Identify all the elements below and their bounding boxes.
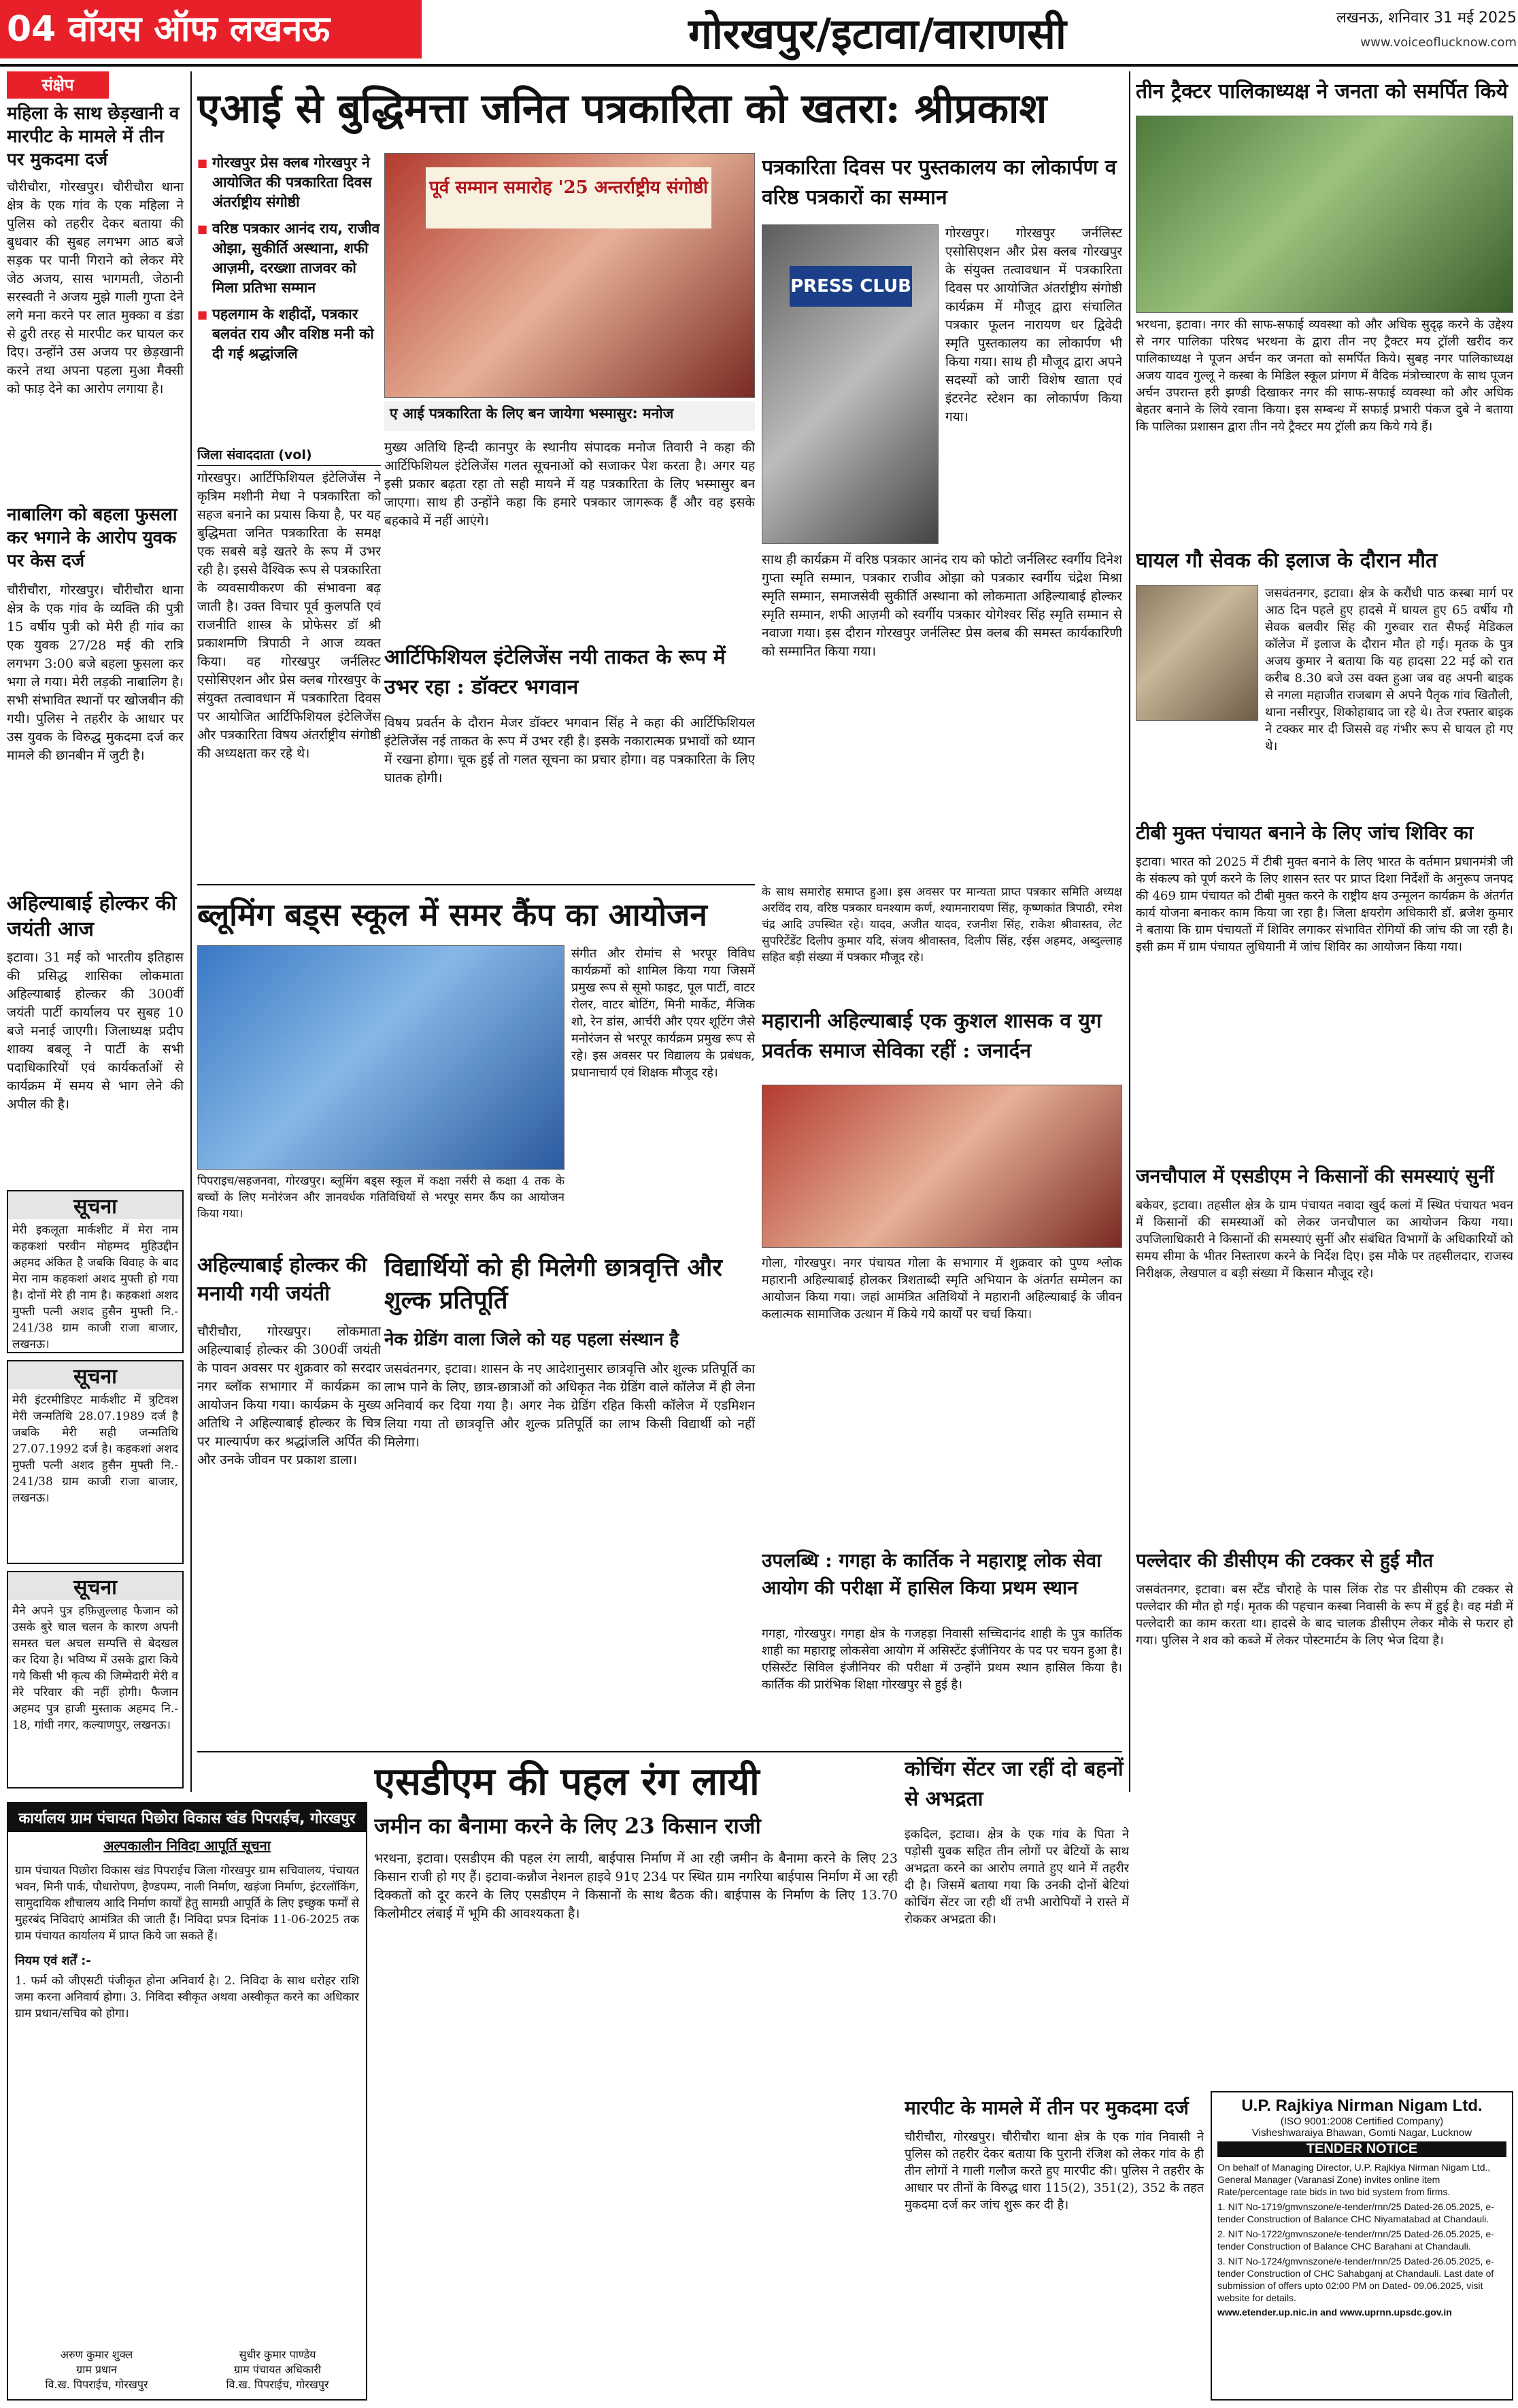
gram-notice-signature1: [15, 2347, 178, 2392]
signatory-name: सुधीर कुमार पाण्डेय: [239, 2348, 316, 2361]
marpit-body: चौरीचौरा, गोरखपुर। चौरीचौरा थाना क्षेत्र के एक गांव निवासी ने पुलिस को तहरीर देकर बताया कि पुरानी रंजिश को लेकर गांव के ही तीन लोगों ने गाली गलौज करते हुए मारपीट की। पुलिस ने तहरीर के आधार पर तीनों के विरुद्ध धारा 115(2), 351(2), 352 के तहत मुकदमा दर्ज कर जांच शुरू कर दी है।: [905, 2130, 1204, 2212]
palledar-body: जसवंतनगर, इटावा। बस स्टैंड चौराहे के पास लिंक रोड पर डीसीएम की टक्कर से पल्लेदार की मौत हो गई। मृतक की पहचान कस्बा निवासी के रूप में हुई है। वह मंडी में पल्लेदारी का काम करता था। हादसे के बाद चालक डीसीएम लेकर मौके से फरार हो गया। पुलिस ने शव को कब्जे में लेकर पोस्टमार्टम के लिए भेज दिया है।: [1136, 1582, 1513, 1648]
mid-names: के साथ समारोह समाप्त हुआ। इस अवसर पर मान्यता प्राप्त पत्रकार समिति अध्यक्ष अरविंद राय, वरिष्ठ पत्रकार घनश्याम कर्ण, श्यामनारायण सिंह, कृष्णकांत त्रिपाठी, रमेश चंद्र आदि उपस्थित रहे। यादव, अजीत यादव, रजनीश सिंह, राकेश श्रीवास्तव, लेट सुपरिटेंडेंट दिलीप कुमार यदि, संजय श्रीवास्तव, दिलीप सिंह, रईस अहमद, अब्दुल्लाह सहित बड़ी संख्या में पत्रकार मौजूद रहे।: [762, 885, 1122, 964]
seminar-photo: [384, 153, 755, 398]
victim-photo: [1136, 585, 1258, 721]
tractor-headline[interactable]: तीन ट्रैक्टर पालिकाध्यक्ष ने जनता को समर्पित किये: [1136, 80, 1508, 103]
notice2-body: मेरी इंटरमीडिएट मार्कशीट में त्रुटिवश मेरी जन्मतिथि 28.07.1989 दर्ज है जबकि मेरी सही जन्मतिथि 27.07.1992 दर्ज है। कहकशां अशद मुफ्ती पत्नी अशद हुसैन मुफ्ती नि.- 241/38 ग्राम काजी राजा बाजार, लखनऊ।: [12, 1393, 178, 1505]
gram-notice-signature2: [196, 2347, 359, 2392]
tender-item: 2. NIT No-1722/gmvnszone/e-tender/rnn/25 Dated-26.05.2025, e-tender Construction of Balance CHC Barahani at Chandauli.: [1217, 2228, 1494, 2252]
library-headline[interactable]: पत्रकारिता दिवस पर पुस्तकालय का लोकार्पण व वरिष्ठ पत्रकारों का सम्मान: [762, 156, 1117, 209]
ahilya-story-body: गोला, गोरखपुर। नगर पंचायत गोला के सभागार में शुक्रवार को पुण्य श्लोक महारानी अहिल्याबाई होलकर त्रिशताब्दी स्मृति अभियान के अंतर्गत सम्मेलन का आयोजन किया गया। जहां आमंत्रित अतिथियों ने महारानी अहिल्याबाई के जीवन कलात्मक सामाजिक उत्थान में किये गये कार्यों पर चर्चा किया।: [762, 1256, 1122, 1321]
coaching-body: इकदिल, इटावा। क्षेत्र के एक गांव के पिता ने पड़ोसी युवक सहित तीन लोगों पर बेटियों के साथ अभद्रता करने का आरोप लगाते हुए थाने में तहरीर दी है। जिसमें बताया गया कि उनकी दोनों बेटियां कोचिंग सेंटर जा रही थीं तभी आरोपियों ने रास्ते में रोककर अभद्रता की।: [905, 1827, 1129, 1927]
notice3-body: मैने अपने पुत्र हफ़िज़ुल्लाह फैजान को उसके बुरे चाल चलन के कारण अपनी समस्त चल अचल सम्पत्ति से बेदखल कर दिया है। भविष्य में उसके द्वारा किये गये किसी भी कृत्य की जिम्मेदारी मेरी व मेरे परिवार की नहीं होगी। फैजान अहमद पुत्र हाजी मुस्ताक अहमद नि.- 18, गांधी नगर, कल्याणपुर, लखनऊ।: [12, 1604, 178, 1732]
website-link[interactable]: www.voiceoflucknow.com: [1360, 35, 1517, 50]
scholarship-headline[interactable]: विद्यार्थियों को ही मिलेगी छात्रवृत्ति और शुल्क प्रतिपूर्ति: [384, 1253, 723, 1315]
signatory-role: ग्राम पंचायत अधिकारी: [233, 2363, 322, 2376]
camp-caption: पिपराइच/सहजनवा, गोरखपुर। ब्लूमिंग बड्स स्कूल में कक्षा नर्सरी से कक्षा 4 तक के बच्चों के लिए मनोरंजन और ज्ञानवर्धक गतिविधियों से भरपूर समर कैंप का आयोजन किया गया।: [197, 1174, 564, 1221]
bullet-item: ■ पहलगाम के शहीदों, पत्रकार बलवंत राय और वशिष्ठ मनी को दी गई श्रद्धांजलि: [197, 305, 381, 364]
library-body2: साथ ही कार्यक्रम में वरिष्ठ पत्रकार आनंद राय को फोटो जर्नलिस्ट स्वर्गीय दिनेश गुप्ता स्मृति सम्मान, पत्रकार राजीव ओझा को पत्रकार स्वर्गीय चंद्रेश मिश्रा स्मृति सम्मान, समाजसेवी सुकीर्ति अस्थाना को लोकमाता अहिल्याबाई होल्कर स्मृति सम्मान, शफी आज़मी को स्वर्गीय पत्रकार योगेश्वर सिंह स्मृति सम्मान से नवाजा गया। इस दौरान गोरखपुर जर्नलिस्ट प्रेस क्लब की समस्त कार्यकारिणी को सम्मानित किया गया।: [762, 552, 1122, 659]
notice1-box: [7, 1190, 184, 1353]
palledar-headline[interactable]: पल्लेदार की डीसीएम की टक्कर से हुई मौत: [1136, 1549, 1434, 1572]
tender-item: 1. NIT No-1719/gmvnszone/e-tender/rnn/25 Dated-26.05.2025, e-tender Construction of Balance CHC Niyamatabad at Chandauli.: [1217, 2201, 1494, 2224]
gram-notice-terms: 1. फर्म को जीएसटी पंजीकृत होना अनिवार्य है। 2. निविदा के साथ धरोहर राशि जमा करना अनिवार्य होगा। 3. निविदा स्वीकृत अथवा अस्वीकृत करने का अधिकार ग्राम प्रधान/सचिव को होगा।: [15, 1974, 359, 2020]
left-story2-body: चौरीचौरा, गोरखपुर। चौरीचौरा थाना क्षेत्र के एक गांव के व्यक्ति की पुत्री 15 वर्षीय पुत्री को मेरी ही गांव का एक युवक 27/28 मई की रात्रि लगभग 3:00 बजे बहला फुसला कर भगा ले गया। मेरी लड़की नाबालिग है। सभी संभावित स्थानों पर खोजबीन की गयी। पुलिस ने तहरीर के आधार पर उस युवक के विरुद्ध मुकदमा दर्ज कर मामले की छानबीन में जुटी है।: [7, 583, 184, 763]
gram-notice-body: ग्राम पंचायत पिछोरा विकास खंड पिपराईच जिला गोरखपुर ग्राम सचिवालय, पंचायत भवन, मिनी पार्क, पौधारोपण, हैण्डपम्प, नाली निर्माण, खड़ंजा निर्माण, इंटरलॉकिंग, सामुदायिक शौचालय आदि निर्माण कार्यों हेतु सामग्री आपूर्ति के लिए इच्छुक फर्मों से मुहरबंद निविदाएं आमंत्रित की जाती हैं। निविदा प्रपत्र दिनांक 11-06-2025 तक ग्राम पंचायत कार्यालय में प्राप्त किये जा सकते हैं।: [15, 1864, 359, 1943]
left-story1-headline[interactable]: महिला के साथ छेड़खानी व मारपीट के मामले में तीन पर मुकदमा दर्ज: [7, 103, 180, 170]
cow-body: जसवंतनगर, इटावा। क्षेत्र के करौंधी पाठ कस्बा मार्ग पर आठ दिन पहले हुए हादसे में घायल हुए 65 वर्षीय गौ सेवक बलवीर सिंह की गुरुवार रात सैफई मेडिकल कॉलेज में इलाज के दौरान मौत हो गई। मृतक के पुत्र अजय कुमार ने बताया कि यह हादसा 22 मई को रात करीब 8.30 बजे उस वक्त हुआ जब वह अपनी बाइक से नगला महाजीत राजबाग से अपने पैतृक गांव खितौली, थाना नसीरपुर, शिकोहाबाद जा रहे थे। तेज रफ्तार बाइक ने टक्कर मार दी जिससे वह गंभीर रूप से घायल हो गए थे।: [1265, 586, 1513, 753]
cow-headline[interactable]: घायल गौ सेवक की इलाज के दौरान मौत: [1136, 549, 1438, 573]
signatory-name: अरुण कुमार शुक्ल: [60, 2348, 133, 2361]
top-story-body-c: विषय प्रवर्तन के दौरान मेजर डॉक्टर भगवान सिंह ने कहा की आर्टिफिशियल इंटेलिजेंस नई ताकत के रूप में उभर रही है। इसके नकारात्मक प्रभावों को ध्यान में रखना होगा। चूक हुई तो गलत सूचना का प्रचार होगा। वह पत्रकारिता के लिए घातक होगी।: [384, 715, 755, 785]
ahilya-story-headline[interactable]: महारानी अहिल्याबाई एक कुशल शासक व युग प्रवर्तक समाज सेविका रहीं : जनार्दन: [762, 1009, 1102, 1063]
tender-title: TENDER NOTICE: [1217, 2141, 1506, 2157]
notice2-box: [7, 1360, 184, 1564]
seminar-photo-caption: ए आई पत्रकारिता के लिए बन जायेगा भस्मासुर: मनोज: [384, 401, 755, 431]
upsc-body: गगहा, गोरखपुर। गगहा क्षेत्र के गजहड़ा निवासी सच्चिदानंद शाही के पुत्र कार्तिक शाही का महाराष्ट्र लोकसेवा आयोग में असिस्टेंट इंजीनियर के पद पर चयन हुआ है। एसिस्टेंट सिविल इंजीनियर की परीक्षा में उन्होंने प्रथम स्थान हासिल किया है। कार्तिक की प्रारंभिक शिक्षा गोरखपुर से हुई है।: [762, 1627, 1122, 1692]
header-rule: [0, 64, 1518, 67]
janchaupal-body: बकेवर, इटावा। तहसील क्षेत्र के ग्राम पंचायत नवादा खुर्द कलां में स्थित पंचायत भवन में किसानों की समस्याओं को लेकर जनचौपाल का आयोजन किया गया। उपजिलाधिकारी ने किसानों की समस्याएं सुनीं और संबंधित विभागों के अधिकारियों को समय सीमा के भीतर निस्तारण करने के निर्देश दिए। इस मौके पर तहसीलदार, राजस्व निरीक्षक, लेखपाल व बड़ी संख्या में किसान मौजूद रहे।: [1136, 1198, 1513, 1281]
tender-iso: (ISO 9001:2008 Certified Company): [1280, 2116, 1444, 2127]
ahilya-column-headline[interactable]: अहिल्याबाई होल्कर की मनायी गयी जयंती: [197, 1253, 367, 1306]
library-body: गोरखपुर। गोरखपुर जर्नलिस्ट एसोसिएशन और प्रेस क्लब गोरखपुर के संयुक्त तत्वावधान में पत्रकारिता दिवस पर आयोजित अंतर्राष्ट्रीय संगोष्ठी कार्यक्रम में मौजूद द्वारा संचालित पत्रकार फूलन नारायण धर द्विवेदी स्मृति पुस्तकालय का लोकार्पण भी किया गया। साथ ही मौजूद द्वारा अपने सदस्यों को जारी विशेष खाता एवं इंटरनेट स्टेशन का लोकार्पण किया गया।: [945, 226, 1122, 424]
scholarship-subhead: नेक ग्रेडिंग वाला जिले को यह पहला संस्थान है: [384, 1329, 679, 1350]
left-story2-headline[interactable]: नाबालिग को बहला फुसला कर भगाने के आरोप युवक पर केस दर्ज: [7, 505, 178, 571]
left-story1-body: चौरीचौरा, गोरखपुर। चौरीचौरा थाना क्षेत्र के एक गांव के एक महिला ने पुलिस को तहरीर देकर बताया की बुधवार की सुबह लगभग आठ बजे सड़क पर पानी गिराने को लेकर मेरे जेठ अजय, सास भागमती, जेठानी सरस्वती ने अजय मुझे गाली गुप्ता देने लगे मना करने पर लात मुक्का व डंडा से ढुरी तरह से मारपीट कर घायल कर दिए। उन्होंने उस अजय पर छेड़खानी करने तथा अपना पहला मुआ मैक्सी को फाड़ देने का आरोप लगाया है।: [7, 180, 184, 396]
ahilya-column-body: चौरीचौरा, गोरखपुर। लोकमाता अहिल्याबाई होल्कर की 300वीं जयंती के पावन अवसर पर शुक्रवार को सरदार नगर ब्लॉक सभागार में कार्यक्रम का आयोजन किया गया। कार्यक्रम के मुख्य अतिथि ने अहिल्याबाई होल्कर के चित्र पर माल्यार्पण कर श्रद्धांजलि अर्पित की और उनके जीवन पर प्रकाश डाला।: [197, 1324, 381, 1468]
top-story-body-b: मुख्य अतिथि हिन्दी कानपुर के स्थानीय संपादक मनोज तिवारी ने कहा की आर्टिफिशियल इंटेलिजेंस गलत सूचनाओं को सजाकर पेश करता है। अगर यह इसी प्रकार बढ़ता रहा तो सही मायने में यह पत्रकारिता के लिए भस्मासुर बन जाएगा। साथ ही उन्होंने कहा कि हमारे पत्रकार जागरूक हैं और वह इसके बहकावे में नहीं आएंगे।: [384, 440, 755, 528]
column-divider: [190, 71, 192, 1792]
tender-company: U.P. Rajkiya Nirman Nigam Ltd.: [1241, 2097, 1483, 2115]
upsc-headline[interactable]: उपलब्धि : गगहा के कार्तिक ने महाराष्ट्र लोक सेवा आयोग की परीक्षा में हासिल किया प्रथम स्थान: [762, 1549, 1102, 1599]
tractor-photo: [1136, 116, 1513, 313]
summary-tag: संक्षेप: [7, 71, 109, 99]
top-story-body-a: गोरखपुर। आर्टिफिशियल इंटेलिजेंस ने कृत्रिम मशीनी मेधा ने पत्रकारिता को सहज बनाने का प्रयास किया है, पर यह बुद्धिमता जनित पत्रकारिता के समक्ष एक सबसे बड़े खतरे के रूप में उभर रही है। इससे वैश्विक रूप से पत्रकारिता के व्यवसायीकरण की संभावना बढ़ जाती है। उक्त विचार पूर्व कुलपति एवं राजनीति शास्त्र के प्रोफेसर डॉ श्री प्रकाशमणि त्रिपाठी ने आज व्यक्त किया। वह गोरखपुर जर्नलिस्ट एसोसिएशन और प्रेस क्लब गोरखपुर के संयुक्त तत्वावधान में पत्रकारिता दिवस पर आयोजित आर्टिफिशियल इंटेलिजेंस और पत्रकारिता विषय अंतर्राष्ट्रीय संगोष्ठी की अध्यक्षता कर रहे थे।: [197, 471, 381, 761]
left-story3-headline[interactable]: अहिल्याबाई होल्कर की जयंती आज: [7, 892, 177, 941]
top-story-bullets: [197, 153, 381, 439]
tb-body: इटावा। भारत को 2025 में टीबी मुक्त बनाने के लिए भारत के वर्तमान प्रधानमंत्री जी के संकल्प को पूर्ण करने के लिए शासन स्तर पर प्राप्त दिशा निर्देशों के अनुरूप जनपद की 469 ग्राम पंचायत को टीबी मुक्त करने के राष्ट्रीय क्षय उन्मूलन कार्यक्रम के अंतर्गत कार्य योजना बनाकर काम किया जा रहा है। जिला क्षयरोग अधिकारी डॉ. ब्रजेश कुमार ने बताया कि ग्राम पंचायतों में शिविर लगाकर संभावित रोगियों की जांच की जा रही है। इसी क्रम में ग्राम पंचायत लुधियानी में जांच शिविर का आयोजन किया गया।: [1136, 855, 1513, 954]
camp-body: संगीत और रोमांच से भरपूर विविध कार्यक्रमों को शामिल किया गया जिसमें प्रमुख रूप से सूमो फाइट, पूल पार्टी, वाटर रोलर, वाटर बोटिंग, मिनी मार्केट, मैजिक शो, रेन डांस, आर्चरी और एयर शूटिंग जैसे मनोरंजन से भरपूर कार्यक्रम प्रमुख रूप से रहे। इस अवसर पर विद्यालय के प्रबंधक, प्रधानाचार्य एवं शिक्षक मौजूद रहे।: [571, 947, 755, 1080]
ahilya-photo: [762, 1085, 1122, 1248]
sdm-subhead: जमीन का बैनामा करने के लिए 23 किसान राजी: [374, 1813, 761, 1839]
byline: जिला संवाददाता (vol): [197, 445, 381, 466]
marpit-headline[interactable]: मारपीट के मामले में तीन पर मुकदमा दर्ज: [905, 2097, 1189, 2119]
press-club-sign: PRESS CLUB: [790, 266, 912, 307]
top-story-subhead[interactable]: आर्टिफिशियल इंटेलिजेंस नयी ताकत के रूप में उभर रहा : डॉक्टर भगवान: [384, 645, 726, 699]
tender-notice: [1211, 2091, 1513, 2401]
section-rule: [197, 884, 755, 885]
scholarship-body: जसवंतनगर, इटावा। शासन के नए आदेशानुसार छात्रवृत्ति और शुल्क प्रतिपूर्ति का लाभ पाने के लिए, छात्र-छात्राओं को अधिकृत नेक ग्रेडिंग वाले कॉलेज में ही लेना अनिवार्य कर दिया गया है। अगर नेक ग्रेडिंग रहित किसी कॉलेज में एडमिशन लिया गया तो छात्रवृत्ति और शुल्क प्रतिपूर्ति का लाभ किसी विद्यार्थी को नहीं मिलेगा।: [384, 1361, 755, 1450]
signatory-place: वि.ख. पिपराईच, गोरखपुर: [226, 2378, 329, 2391]
tender-item: 3. NIT No-1724/gmvnszone/e-tender/rnn/25 Dated-26.05.2025, e-tender Construction of CHC Sahabganj at Chandauli. Last date of submission of offers upto 02:00 PM on Dated- 09.06.2025, visit website for details.: [1217, 2256, 1494, 2303]
column-divider: [1129, 71, 1130, 1792]
notice3-box: [7, 1571, 184, 1788]
coaching-headline[interactable]: कोचिंग सेंटर जा रहीं दो बहनों से अभद्रता: [905, 1757, 1124, 1811]
notice3-title: सूचना: [8, 1572, 182, 1600]
gram-notice-terms-title: नियम एवं शर्तें :-: [15, 1954, 91, 1968]
gram-panchayat-notice: [7, 1802, 367, 2401]
janchaupal-headline[interactable]: जनचौपाल में एसडीएम ने किसानों की समस्याएं सुनीं: [1136, 1165, 1494, 1187]
seminar-banner: पूर्व सम्मान समारोह '25 अन्तर्राष्ट्रीय संगोष्ठी: [426, 167, 711, 228]
top-story-headline[interactable]: एआई से बुद्धिमत्ता जनित पत्रकारिता को खतरा: श्रीप्रकाश: [197, 85, 1047, 133]
bullet-item: ■ वरिष्ठ पत्रकार आनंद राय, राजीव ओझा, सुकीर्ति अस्थाना, शफी आज़मी, दरख्शा ताजवर को मिला प्रतिभा सम्मान: [197, 219, 381, 298]
section-rule: [197, 1751, 1122, 1752]
notice1-title: सूचना: [8, 1191, 182, 1219]
gram-notice-subtitle: अल्पकालीन निविदा आपूर्ति सूचना: [103, 1837, 271, 1854]
tb-headline[interactable]: टीबी मुक्त पंचायत बनाने के लिए जांच शिविर का: [1136, 821, 1474, 844]
sdm-body: भरथना, इटावा। एसडीएम की पहल रंग लायी, बाईपास निर्माण में आ रही जमीन के बैनामा करने के लिए 23 किसान राजी हो गए हैं। इटावा-कन्नौज नेशनल हाइवे 91ए 234 पर स्थित ग्राम नगरिया बाईपास निर्माण में आ रही दिक्कतों को दूर करने के लिए एसडीएम ने किसानों के साथ बैठक की। बाईपास के निर्माण के लिए 13.70 किलोमीटर लंबाई में भूमि की आवश्यकता है।: [374, 1851, 898, 1921]
notice1-body: मेरी इकलूता मार्कशीट में मेरा नाम कहकशां परवीन मोहम्मद मुहिउद्दीन अहमद अंकित है जबकि विवाह के बाद मेरा नाम कहकशां अशद मुफ्ती हो गया है। दोनों मेरे ही नाम है। कहकशां अशद मुफ्ती पत्नी अशद हुसैन मुफ्ती नि.- 241/38 ग्राम काजी राजा बाजार, लखनऊ।: [12, 1223, 178, 1351]
library-photo: [762, 224, 939, 544]
gram-notice-title: कार्यालय ग्राम पंचायत पिछोरा विकास खंड पिपराईच, गोरखपुर: [8, 1803, 366, 1832]
tender-website[interactable]: www.etender.up.nic.in and www.uprnn.upsdc.gov.in: [1217, 2307, 1452, 2318]
sdm-headline[interactable]: एसडीएम की पहल रंग लायी: [374, 1759, 760, 1804]
left-story3-body: इटावा। 31 मई को भारतीय इतिहास की प्रसिद्ध शासिका लोकमाता अहिल्याबाई होल्कर की 300वीं जयंती पार्टी कार्यालय पर सुबह 10 बजे मनाई जाएगी। जिलाध्यक्ष प्रदीप शाक्य बबलू ने पार्टी के सभी पदाधिकारियों एवं कार्यकर्ताओं से कार्यक्रम में समय से भाग लेने की अपील की है।: [7, 950, 184, 1112]
signatory-place: वि.ख. पिपराईच, गोरखपुर: [45, 2378, 148, 2391]
camp-headline[interactable]: ब्लूमिंग बड्स स्कूल में समर कैंप का आयोजन: [197, 896, 707, 933]
tender-body: On behalf of Managing Director, U.P. Rajkiya Nirman Nigam Ltd., General Manager (Varanasi Zone) invites online item Rate/percentage rate bids in two bid system from firms.: [1217, 2162, 1491, 2197]
page-label-banner: 04 वॉयस ऑफ लखनऊ: [0, 0, 422, 58]
notice2-title: सूचना: [8, 1361, 182, 1389]
signatory-role: ग्राम प्रधान: [76, 2363, 117, 2376]
tender-address: Visheshwaraiya Bhawan, Gomti Nagar, Lucknow: [1251, 2127, 1472, 2139]
bullet-item: ■ गोरखपुर प्रेस क्लब गोरखपुर ने आयोजित की पत्रकारिता दिवस अंतर्राष्ट्रीय संगोष्ठी: [197, 153, 381, 212]
section-title: गोरखपुर/इटावा/वाराणसी: [688, 9, 1066, 58]
camp-photo: [197, 945, 564, 1170]
tractor-body: भरथना, इटावा। नगर की साफ-सफाई व्यवस्था को और अधिक सुदृढ़ करने के उद्देश्य से नगर पालिका परिषद भरथना के द्वारा तीन नए ट्रैक्टर मय ट्रॉली खरीद कर पालिकाध्यक्ष ने पूजन अर्चन कर जनता को समर्पित किये। सुबह नगर पालिकाध्यक्ष अजय यादव गुल्लू ने कस्बा के मिडिल स्कूल प्रांगण में वैदिक मंत्रोच्चारण के साथ पूजन अर्चन उपरान्त हरी झण्डी दिखाकर नगर की साफ-सफाई व्यवस्था को और अधिक बेहतर बनाने के लिये रवाना किया। इस सम्बन्ध में सफाई प्रभारी पंकज दुबे ने बताया कि पालिका प्रशासन द्वारा तीन नये ट्रैक्टर मय ट्रॉली क्रय किये गये हैं।: [1136, 318, 1513, 434]
date-line: लखनऊ, शनिवार 31 मई 2025: [1336, 10, 1517, 27]
